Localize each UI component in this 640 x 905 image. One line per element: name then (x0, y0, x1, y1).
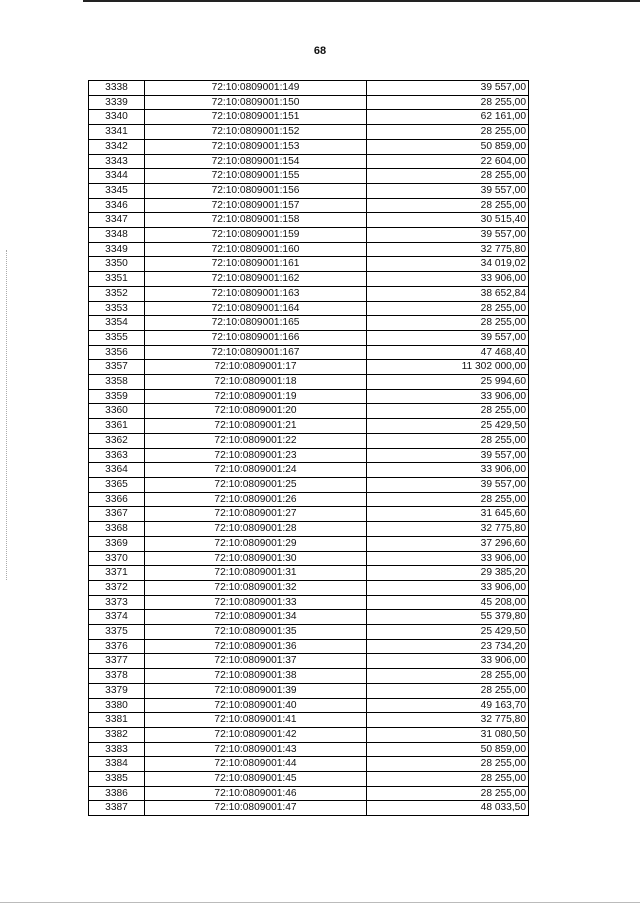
table-row (89, 301, 529, 316)
table-row (89, 625, 529, 640)
value-cell: 33 906,00 (367, 551, 529, 566)
cadastral-number-cell: 72:10:0809001:157 (145, 198, 367, 213)
table-row (89, 801, 529, 816)
cadastral-number-cell: 72:10:0809001:18 (145, 375, 367, 390)
table-row (89, 522, 529, 537)
table-row (89, 316, 529, 331)
table-row (89, 360, 529, 375)
row-number-cell: 3384 (89, 757, 145, 772)
cadastral-number-cell: 72:10:0809001:45 (145, 772, 367, 787)
cadastral-number-cell: 72:10:0809001:163 (145, 286, 367, 301)
cadastral-number-cell: 72:10:0809001:150 (145, 95, 367, 110)
value-cell: 45 208,00 (367, 595, 529, 610)
table-row (89, 595, 529, 610)
table-row (89, 654, 529, 669)
cadastral-number-cell: 72:10:0809001:29 (145, 536, 367, 551)
row-number-cell: 3381 (89, 713, 145, 728)
table-row (89, 139, 529, 154)
cadastral-number-cell: 72:10:0809001:25 (145, 477, 367, 492)
row-number-cell: 3380 (89, 698, 145, 713)
table-row (89, 272, 529, 287)
row-number-cell: 3387 (89, 801, 145, 816)
value-cell: 39 557,00 (367, 228, 529, 243)
row-number-cell: 3350 (89, 257, 145, 272)
row-number-cell: 3372 (89, 580, 145, 595)
row-number-cell: 3346 (89, 198, 145, 213)
value-cell: 33 906,00 (367, 654, 529, 669)
cadastral-number-cell: 72:10:0809001:149 (145, 81, 367, 96)
value-cell: 28 255,00 (367, 301, 529, 316)
value-cell: 28 255,00 (367, 198, 529, 213)
cadastral-number-cell: 72:10:0809001:31 (145, 566, 367, 581)
value-cell: 37 296,60 (367, 536, 529, 551)
cadastral-number-cell: 72:10:0809001:165 (145, 316, 367, 331)
cadastral-number-cell: 72:10:0809001:153 (145, 139, 367, 154)
cadastral-number-cell: 72:10:0809001:160 (145, 242, 367, 257)
cadastral-number-cell: 72:10:0809001:46 (145, 786, 367, 801)
value-cell: 32 775,80 (367, 242, 529, 257)
value-cell: 39 557,00 (367, 81, 529, 96)
value-cell: 28 255,00 (367, 169, 529, 184)
row-number-cell: 3383 (89, 742, 145, 757)
row-number-cell: 3354 (89, 316, 145, 331)
row-number-cell: 3385 (89, 772, 145, 787)
row-number-cell: 3365 (89, 477, 145, 492)
cadastral-number-cell: 72:10:0809001:44 (145, 757, 367, 772)
value-cell: 28 255,00 (367, 95, 529, 110)
row-number-cell: 3360 (89, 404, 145, 419)
cadastral-value-table (88, 80, 529, 816)
row-number-cell: 3374 (89, 610, 145, 625)
cadastral-number-cell: 72:10:0809001:27 (145, 507, 367, 522)
table-row (89, 713, 529, 728)
row-number-cell: 3339 (89, 95, 145, 110)
value-cell: 25 994,60 (367, 375, 529, 390)
table-row (89, 757, 529, 772)
cadastral-number-cell: 72:10:0809001:19 (145, 389, 367, 404)
value-cell: 39 557,00 (367, 330, 529, 345)
row-number-cell: 3379 (89, 683, 145, 698)
row-number-cell: 3343 (89, 154, 145, 169)
cadastral-number-cell: 72:10:0809001:43 (145, 742, 367, 757)
bottom-rule (0, 902, 640, 903)
row-number-cell: 3382 (89, 727, 145, 742)
row-number-cell: 3363 (89, 448, 145, 463)
row-number-cell: 3377 (89, 654, 145, 669)
row-number-cell: 3358 (89, 375, 145, 390)
value-cell: 48 033,50 (367, 801, 529, 816)
cadastral-number-cell: 72:10:0809001:37 (145, 654, 367, 669)
value-cell: 50 859,00 (367, 742, 529, 757)
table-row (89, 419, 529, 434)
row-number-cell: 3353 (89, 301, 145, 316)
table-row (89, 639, 529, 654)
table-row (89, 727, 529, 742)
value-cell: 32 775,80 (367, 713, 529, 728)
cadastral-number-cell: 72:10:0809001:167 (145, 345, 367, 360)
row-number-cell: 3351 (89, 272, 145, 287)
table-row (89, 404, 529, 419)
table-row (89, 669, 529, 684)
cadastral-number-cell: 72:10:0809001:47 (145, 801, 367, 816)
value-cell: 38 652,84 (367, 286, 529, 301)
table-row (89, 110, 529, 125)
table-row (89, 742, 529, 757)
cadastral-number-cell: 72:10:0809001:158 (145, 213, 367, 228)
table-row (89, 198, 529, 213)
table-row (89, 463, 529, 478)
value-cell: 28 255,00 (367, 316, 529, 331)
value-cell: 39 557,00 (367, 183, 529, 198)
row-number-cell: 3341 (89, 125, 145, 140)
cadastral-number-cell: 72:10:0809001:22 (145, 433, 367, 448)
value-cell: 25 429,50 (367, 625, 529, 640)
value-cell: 31 645,60 (367, 507, 529, 522)
row-number-cell: 3386 (89, 786, 145, 801)
table-row (89, 286, 529, 301)
cadastral-number-cell: 72:10:0809001:30 (145, 551, 367, 566)
value-cell: 55 379,80 (367, 610, 529, 625)
value-cell: 23 734,20 (367, 639, 529, 654)
cadastral-number-cell: 72:10:0809001:35 (145, 625, 367, 640)
table-row (89, 389, 529, 404)
row-number-cell: 3352 (89, 286, 145, 301)
value-cell: 28 255,00 (367, 125, 529, 140)
row-number-cell: 3373 (89, 595, 145, 610)
table-row (89, 183, 529, 198)
value-cell: 39 557,00 (367, 448, 529, 463)
table-row (89, 169, 529, 184)
cadastral-number-cell: 72:10:0809001:26 (145, 492, 367, 507)
cadastral-number-cell: 72:10:0809001:36 (145, 639, 367, 654)
value-cell: 49 163,70 (367, 698, 529, 713)
table-row (89, 330, 529, 345)
value-cell: 28 255,00 (367, 683, 529, 698)
row-number-cell: 3355 (89, 330, 145, 345)
row-number-cell: 3347 (89, 213, 145, 228)
table-row (89, 433, 529, 448)
value-cell: 25 429,50 (367, 419, 529, 434)
cadastral-number-cell: 72:10:0809001:40 (145, 698, 367, 713)
value-cell: 33 906,00 (367, 463, 529, 478)
row-number-cell: 3357 (89, 360, 145, 375)
page-number: 68 (313, 45, 327, 57)
table-row (89, 580, 529, 595)
row-number-cell: 3348 (89, 228, 145, 243)
table-row (89, 477, 529, 492)
table-row (89, 448, 529, 463)
row-number-cell: 3366 (89, 492, 145, 507)
table-row (89, 566, 529, 581)
cadastral-number-cell: 72:10:0809001:20 (145, 404, 367, 419)
value-cell: 28 255,00 (367, 404, 529, 419)
table-row (89, 213, 529, 228)
table-row (89, 698, 529, 713)
table-row (89, 81, 529, 96)
value-cell: 34 019,02 (367, 257, 529, 272)
cadastral-number-cell: 72:10:0809001:162 (145, 272, 367, 287)
value-cell: 33 906,00 (367, 580, 529, 595)
cadastral-number-cell: 72:10:0809001:38 (145, 669, 367, 684)
table-row (89, 786, 529, 801)
scan-margin-marks (6, 250, 9, 580)
cadastral-number-cell: 72:10:0809001:33 (145, 595, 367, 610)
table-row (89, 125, 529, 140)
table-row (89, 492, 529, 507)
cadastral-number-cell: 72:10:0809001:17 (145, 360, 367, 375)
row-number-cell: 3359 (89, 389, 145, 404)
cadastral-number-cell: 72:10:0809001:41 (145, 713, 367, 728)
value-cell: 31 080,50 (367, 727, 529, 742)
cadastral-number-cell: 72:10:0809001:21 (145, 419, 367, 434)
cadastral-number-cell: 72:10:0809001:164 (145, 301, 367, 316)
table-row (89, 95, 529, 110)
row-number-cell: 3376 (89, 639, 145, 654)
row-number-cell: 3356 (89, 345, 145, 360)
row-number-cell: 3340 (89, 110, 145, 125)
value-cell: 28 255,00 (367, 757, 529, 772)
value-cell: 39 557,00 (367, 477, 529, 492)
cadastral-number-cell: 72:10:0809001:151 (145, 110, 367, 125)
table-row (89, 257, 529, 272)
table-row (89, 154, 529, 169)
row-number-cell: 3368 (89, 522, 145, 537)
row-number-cell: 3367 (89, 507, 145, 522)
value-cell: 32 775,80 (367, 522, 529, 537)
row-number-cell: 3378 (89, 669, 145, 684)
table-row (89, 551, 529, 566)
row-number-cell: 3361 (89, 419, 145, 434)
table-body (89, 81, 529, 816)
cadastral-number-cell: 72:10:0809001:34 (145, 610, 367, 625)
row-number-cell: 3371 (89, 566, 145, 581)
cadastral-number-cell: 72:10:0809001:39 (145, 683, 367, 698)
row-number-cell: 3362 (89, 433, 145, 448)
table-row (89, 242, 529, 257)
value-cell: 50 859,00 (367, 139, 529, 154)
cadastral-number-cell: 72:10:0809001:161 (145, 257, 367, 272)
table-row (89, 610, 529, 625)
value-cell: 28 255,00 (367, 786, 529, 801)
cadastral-number-cell: 72:10:0809001:156 (145, 183, 367, 198)
cadastral-number-cell: 72:10:0809001:32 (145, 580, 367, 595)
table-row (89, 345, 529, 360)
row-number-cell: 3369 (89, 536, 145, 551)
row-number-cell: 3344 (89, 169, 145, 184)
value-cell: 22 604,00 (367, 154, 529, 169)
top-rule (83, 0, 640, 2)
value-cell: 29 385,20 (367, 566, 529, 581)
cadastral-number-cell: 72:10:0809001:152 (145, 125, 367, 140)
cadastral-number-cell: 72:10:0809001:159 (145, 228, 367, 243)
value-cell: 28 255,00 (367, 669, 529, 684)
table-row (89, 683, 529, 698)
table-row (89, 536, 529, 551)
cadastral-number-cell: 72:10:0809001:42 (145, 727, 367, 742)
value-cell: 62 161,00 (367, 110, 529, 125)
table-row (89, 228, 529, 243)
row-number-cell: 3364 (89, 463, 145, 478)
row-number-cell: 3342 (89, 139, 145, 154)
row-number-cell: 3338 (89, 81, 145, 96)
table-row (89, 507, 529, 522)
value-cell: 28 255,00 (367, 433, 529, 448)
value-cell: 33 906,00 (367, 389, 529, 404)
value-cell: 30 515,40 (367, 213, 529, 228)
cadastral-number-cell: 72:10:0809001:23 (145, 448, 367, 463)
row-number-cell: 3375 (89, 625, 145, 640)
value-cell: 47 468,40 (367, 345, 529, 360)
cadastral-number-cell: 72:10:0809001:28 (145, 522, 367, 537)
value-cell: 28 255,00 (367, 772, 529, 787)
cadastral-number-cell: 72:10:0809001:166 (145, 330, 367, 345)
row-number-cell: 3349 (89, 242, 145, 257)
value-cell: 28 255,00 (367, 492, 529, 507)
cadastral-number-cell: 72:10:0809001:24 (145, 463, 367, 478)
value-cell: 11 302 000,00 (367, 360, 529, 375)
row-number-cell: 3370 (89, 551, 145, 566)
cadastral-number-cell: 72:10:0809001:155 (145, 169, 367, 184)
row-number-cell: 3345 (89, 183, 145, 198)
cadastral-number-cell: 72:10:0809001:154 (145, 154, 367, 169)
value-cell: 33 906,00 (367, 272, 529, 287)
table-row (89, 375, 529, 390)
table-row (89, 772, 529, 787)
